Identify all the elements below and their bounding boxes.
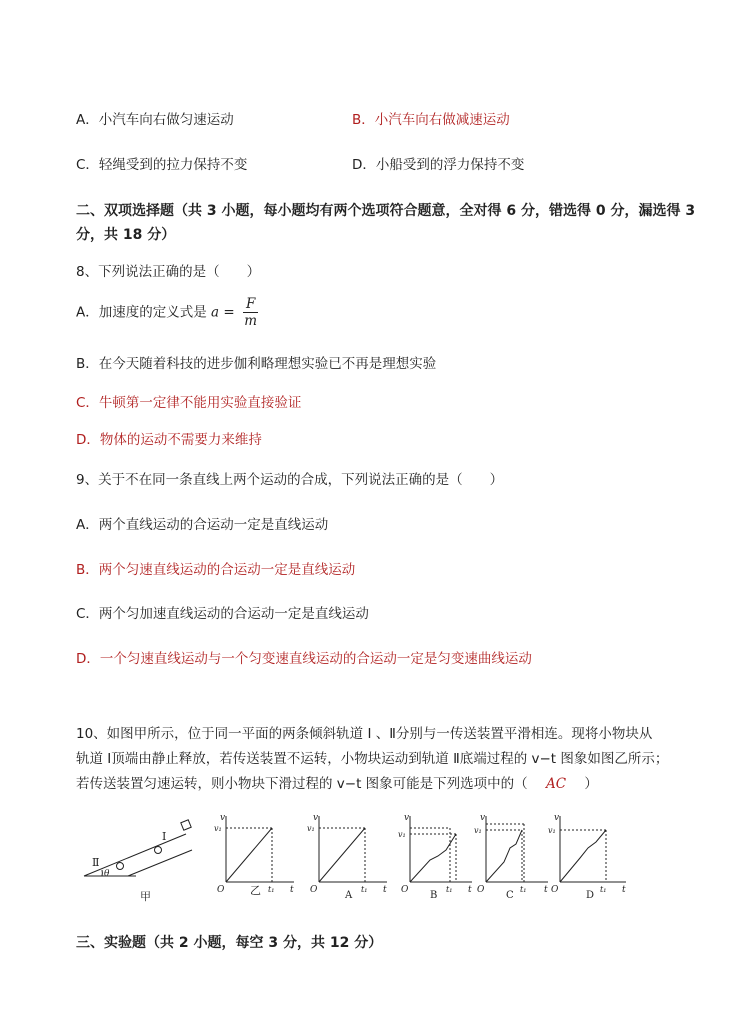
graph-a bbox=[307, 813, 387, 901]
axis-v1: v₁ bbox=[307, 824, 315, 833]
label-jia: 甲 bbox=[140, 890, 151, 903]
q10-answer: AC bbox=[545, 776, 567, 792]
axis-v1: v₁ bbox=[214, 824, 222, 833]
label-theta: θ bbox=[104, 869, 110, 879]
q9-option-d: D．一个匀速直线运动与一个匀变速直线运动的合运动一定是匀变速曲线运动 bbox=[76, 651, 532, 667]
graph-b bbox=[398, 813, 472, 901]
q7-option-b: B．小汽车向右做减速运动 bbox=[352, 112, 510, 128]
axis-t1: t₁ bbox=[600, 885, 607, 894]
pulley-right bbox=[155, 847, 162, 854]
section2-heading-line1: 二、双项选择题（共 3 小题，每小题均有两个选项符合题意，全对得 6 分，错选得 0 分，漏选得 3 bbox=[76, 203, 696, 219]
axis-v: v bbox=[313, 813, 319, 823]
label-a: A bbox=[345, 890, 353, 901]
axis-v1: v₁ bbox=[398, 830, 406, 839]
q7-option-a: A．小汽车向右做匀速运动 bbox=[76, 112, 234, 128]
q7-option-d: D．小船受到的浮力保持不变 bbox=[352, 157, 525, 173]
axis-t: t bbox=[383, 885, 387, 895]
q8-formula-lhs: a = bbox=[211, 304, 235, 321]
axis-t1: t₁ bbox=[446, 885, 453, 894]
axis-v1: v₁ bbox=[474, 826, 482, 835]
q10-line3-text: 若传送装置匀速运转，则小物块下滑过程的 v−t 图象可能是下列选项中的（ bbox=[76, 776, 528, 792]
axis-v: v bbox=[220, 813, 226, 823]
q8-formula-denominator: m bbox=[244, 313, 258, 329]
axis-v: v bbox=[554, 813, 560, 823]
axis-v: v bbox=[480, 813, 486, 823]
axis-v1: v₁ bbox=[548, 826, 556, 835]
axis-origin: O bbox=[401, 885, 409, 895]
axis-origin: O bbox=[310, 885, 318, 895]
vt-line bbox=[226, 828, 272, 882]
axis-t: t bbox=[544, 885, 548, 895]
q9-stem: 9、关于不在同一条直线上两个运动的合成，下列说法正确的是（ ） bbox=[76, 472, 504, 488]
axis-t1: t₁ bbox=[361, 885, 368, 894]
q8-option-a-text: A．加速度的定义式是 bbox=[76, 304, 207, 321]
q8-option-b: B．在今天随着科技的进步伽利略理想实验已不再是理想实验 bbox=[76, 356, 437, 372]
axis-origin: O bbox=[217, 885, 225, 895]
axis-origin: O bbox=[551, 885, 559, 895]
q7-option-c: C．轻绳受到的拉力保持不变 bbox=[76, 157, 248, 173]
axis-t: t bbox=[468, 885, 472, 895]
axis-v: v bbox=[404, 813, 410, 823]
axis-origin: O bbox=[477, 885, 485, 895]
q10-line1: 10、如图甲所示，位于同一平面的两条倾斜轨道 Ⅰ 、Ⅱ分别与一传送装置平滑相连。现将小物块从 bbox=[76, 726, 653, 742]
q10-line3-close: ） bbox=[584, 776, 598, 792]
pulley-left bbox=[117, 863, 124, 870]
graph-d bbox=[548, 813, 626, 901]
q8-option-a bbox=[76, 296, 258, 329]
q8-formula-numerator: F bbox=[243, 296, 258, 313]
axis-t1: t₁ bbox=[268, 885, 275, 894]
label-track-1: Ⅰ bbox=[162, 830, 167, 843]
q10-line2: 轨道 Ⅰ顶端由静止释放，若传送装置不运转，小物块运动到轨道 Ⅱ底端过程的 v−t 图象如图乙所示； bbox=[76, 751, 669, 767]
section3-heading: 三、实验题（共 2 小题，每空 3 分，共 12 分） bbox=[76, 935, 383, 951]
q9-option-b: B．两个匀速直线运动的合运动一定是直线运动 bbox=[76, 562, 356, 578]
q9-option-a: A．两个直线运动的合运动一定是直线运动 bbox=[76, 517, 329, 533]
graph-yi bbox=[214, 813, 294, 897]
axis-t: t bbox=[290, 885, 294, 895]
q10-figure bbox=[76, 810, 636, 906]
q8-option-c: C．牛顿第一定律不能用实验直接验证 bbox=[76, 395, 302, 411]
axis-t1: t₁ bbox=[520, 885, 527, 894]
q8-formula-fraction bbox=[243, 296, 258, 329]
axis-t: t bbox=[622, 885, 626, 895]
section2-heading-line2: 分，共 18 分） bbox=[76, 227, 176, 243]
figure-jia bbox=[84, 820, 192, 876]
q8-stem: 8、下列说法正确的是（ ） bbox=[76, 264, 261, 280]
label-d: D bbox=[586, 890, 595, 901]
block bbox=[181, 820, 191, 830]
q9-option-c: C．两个匀加速直线运动的合运动一定是直线运动 bbox=[76, 606, 369, 622]
label-track-2: Ⅱ bbox=[92, 856, 100, 869]
label-yi: 乙 bbox=[250, 884, 261, 897]
q8-option-d: D．物体的运动不需要力来维持 bbox=[76, 432, 262, 448]
track-upper-line bbox=[84, 834, 186, 876]
graph-c bbox=[474, 813, 548, 901]
q10-line3 bbox=[76, 772, 598, 792]
label-b: B bbox=[430, 890, 438, 901]
label-c: C bbox=[506, 890, 514, 901]
